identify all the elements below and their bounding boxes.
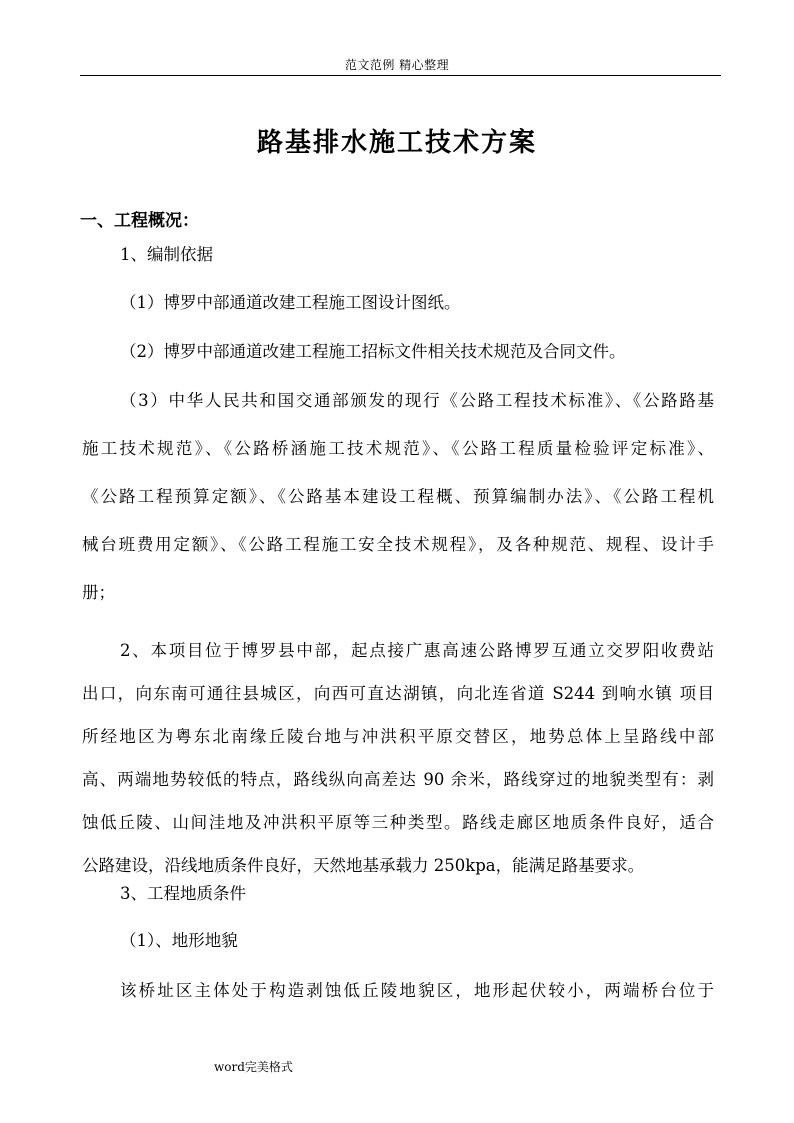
project-desc-line: 2、本项目位于博罗县中部，起点接广惠高速公路博罗互通立交罗阳收费站 — [120, 641, 714, 660]
subsection-title: 1、编制依据 — [120, 245, 213, 264]
basis-item-3-line: 施工技术规范》、《公路桥涵施工技术规范》、《公路工程质量检验评定标准》、 — [82, 439, 714, 458]
basis-item-1: （1）博罗中部通道改建工程施工图设计图纸。 — [120, 293, 461, 312]
basis-item-3-line: （3）中华人民共和国交通部颁发的现行《公路工程技术标准》、《公路路基 — [120, 391, 714, 410]
project-desc-line: 出口，向东南可通往县城区，向西可直达湖镇，向北连省道 S244 到响水镇 项目 — [82, 684, 714, 703]
page-header: 范文范例 精心整理 — [344, 58, 450, 72]
project-desc-line: 蚀低丘陵、山间洼地及冲洪积平原等三种类型。路线走廊区地质条件良好，适合 — [82, 813, 714, 832]
sub-subsection-title: （1）、地形地貌 — [120, 931, 238, 950]
paragraph-line: 该桥址区主体处于构造剥蚀低丘陵地貌区，地形起伏较小，两端桥台位于 — [120, 981, 714, 1000]
header-divider — [80, 75, 721, 76]
basis-item-3-line: 械台班费用定额》、《公路工程施工安全技术规程》，及各种规范、规程、设计手 — [82, 535, 714, 554]
document-title: 路基排水施工技术方案 — [256, 128, 537, 158]
subsection-title: 3、工程地质条件 — [120, 884, 246, 903]
basis-item-2: （2）博罗中部通道改建工程施工招标文件相关技术规范及合同文件。 — [120, 342, 626, 361]
project-desc-line: 高、两端地势较低的特点，路线纵向高差达 90 余米，路线穿过的地貌类型有：剥 — [82, 770, 714, 789]
basis-item-3-line: 册； — [82, 583, 115, 602]
basis-item-3-line: 《公路工程预算定额》、《公路基本建设工程概、预算编制办法》、《公路工程机 — [82, 487, 714, 506]
page-footer: word完美格式 — [214, 1060, 293, 1074]
section-heading: 一、工程概况： — [80, 211, 199, 231]
project-desc-line: 所经地区为粤东北南缘丘陵台地与冲洪积平原交替区，地势总体上呈路线中部 — [82, 727, 714, 746]
project-desc-line: 公路建设，沿线地质条件良好，天然地基承载力 250kpa，能满足路基要求。 — [82, 856, 645, 875]
